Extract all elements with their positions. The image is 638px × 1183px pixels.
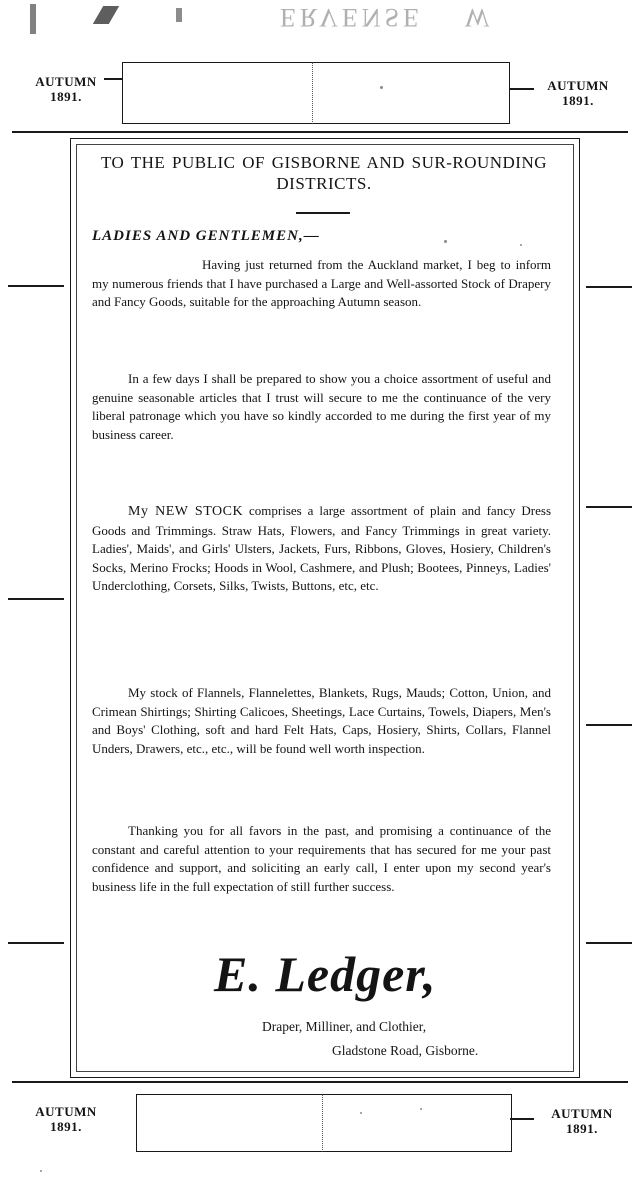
ink-fragment — [93, 6, 119, 24]
print-speck — [360, 1112, 362, 1114]
ink-fragment — [30, 4, 36, 34]
paragraph-flannels: My stock of Flannels, Flannelettes, Blankets, Rugs, Mauds; Cotton, Union, and Crimean Shirtings; Shirting Calicoes, Sheetings, Lace Curtains, Towels, Diapers, Men's and Boys' Clothing, soft and hard Felt Hats, Caps, Hosiery, Shirts, Collars, Flannel Unders, Drawers, etc., etc., will be found well worth inspection. — [92, 685, 551, 756]
margin-tick-right — [586, 286, 632, 288]
autumn-word: AUTUMN — [551, 1106, 613, 1121]
paragraph-thanking: Thanking you for all favors in the past, and promising a continuance of the constant and careful attention to your requirements that has secured for me your past confidence and support, and soliciting an early call, I enter upon my second year's business life in the full expectation of still further success. — [92, 823, 551, 894]
autumn-year: 1891. — [50, 89, 82, 104]
print-speck — [444, 240, 447, 243]
top-banner-box-right — [312, 62, 510, 124]
print-speck — [520, 244, 522, 246]
top-separator-rule — [12, 131, 628, 133]
autumn-year: 1891. — [566, 1121, 598, 1136]
top-left-autumn-label — [26, 74, 106, 104]
merchant-address: Gladstone Road, Gisborne. — [332, 1043, 479, 1058]
margin-tick-left — [8, 942, 64, 944]
bottom-separator-rule — [12, 1081, 628, 1083]
margin-tick-right — [586, 942, 632, 944]
merchant-signature: E. Ledger, — [214, 946, 437, 1002]
bottom-left-autumn-label — [26, 1104, 106, 1134]
paragraph-few-days: In a few days I shall be prepared to show you a choice assortment of useful and genuine seasonable articles that I trust will secure to me the continuance of the very liberal patronage which you have so kindly accorded to me during the first year of my business career. — [92, 371, 551, 442]
margin-tick-left — [8, 598, 64, 600]
bottom-right-autumn-label — [540, 1106, 624, 1136]
new-stock-lead: My NEW STOCK — [128, 504, 244, 519]
print-speck — [40, 1170, 42, 1172]
salutation: LADIES AND GENTLEMEN,— — [92, 228, 320, 244]
top-banner-connector — [104, 78, 122, 80]
print-speck — [380, 86, 383, 89]
heading-rule — [296, 212, 350, 214]
bottom-banner-box-left — [136, 1094, 323, 1152]
margin-tick-right — [586, 506, 632, 508]
paragraph-returned-from-auckland: Having just returned from the Auckland market, I beg to inform my numerous friends that I have purchased a Large and Well-assorted Stock of Drapery and Fancy Goods, suitable for the approaching Autumn season. — [92, 257, 551, 310]
top-right-autumn-label — [536, 78, 620, 108]
ink-fragment — [176, 8, 182, 22]
margin-tick-left — [8, 285, 64, 287]
top-banner-connector — [510, 88, 534, 90]
paragraph-new-stock — [92, 502, 551, 596]
autumn-word: AUTUMN — [35, 74, 97, 89]
bottom-banner-box-right — [322, 1094, 512, 1152]
bleed-through-text: ERVENSE W — [280, 3, 494, 32]
autumn-word: AUTUMN — [547, 78, 609, 93]
merchant-trade-title: Draper, Milliner, and Clothier, — [262, 1019, 427, 1034]
margin-tick-right — [586, 724, 632, 726]
bottom-banner-connector — [510, 1118, 534, 1120]
advert-heading: TO THE PUBLIC OF GISBORNE AND SUR-ROUNDING DISTRICTS. — [100, 153, 548, 193]
autumn-year: 1891. — [50, 1119, 82, 1134]
autumn-year: 1891. — [562, 93, 594, 108]
print-speck — [420, 1108, 422, 1110]
new-stock-text: comprises a large assortment of plain and fancy Dress Goods and Trimmings. Straw Hats, Flowers, and Fancy Trimmings in great variety. Ladies', Maids', and Girls' Ulsters, Jackets, Furs, Ribbons, Gloves, Hosiery, Children's Socks, Merino Frocks; Hoods in Wool, Cashmere, and Plush; Bootees, Pinneys, Ladies' Underclothing, Corsets, Silks, Twists, Buttons, etc, etc. — [92, 503, 552, 594]
top-banner-box-left — [122, 62, 313, 124]
autumn-word: AUTUMN — [35, 1104, 97, 1119]
